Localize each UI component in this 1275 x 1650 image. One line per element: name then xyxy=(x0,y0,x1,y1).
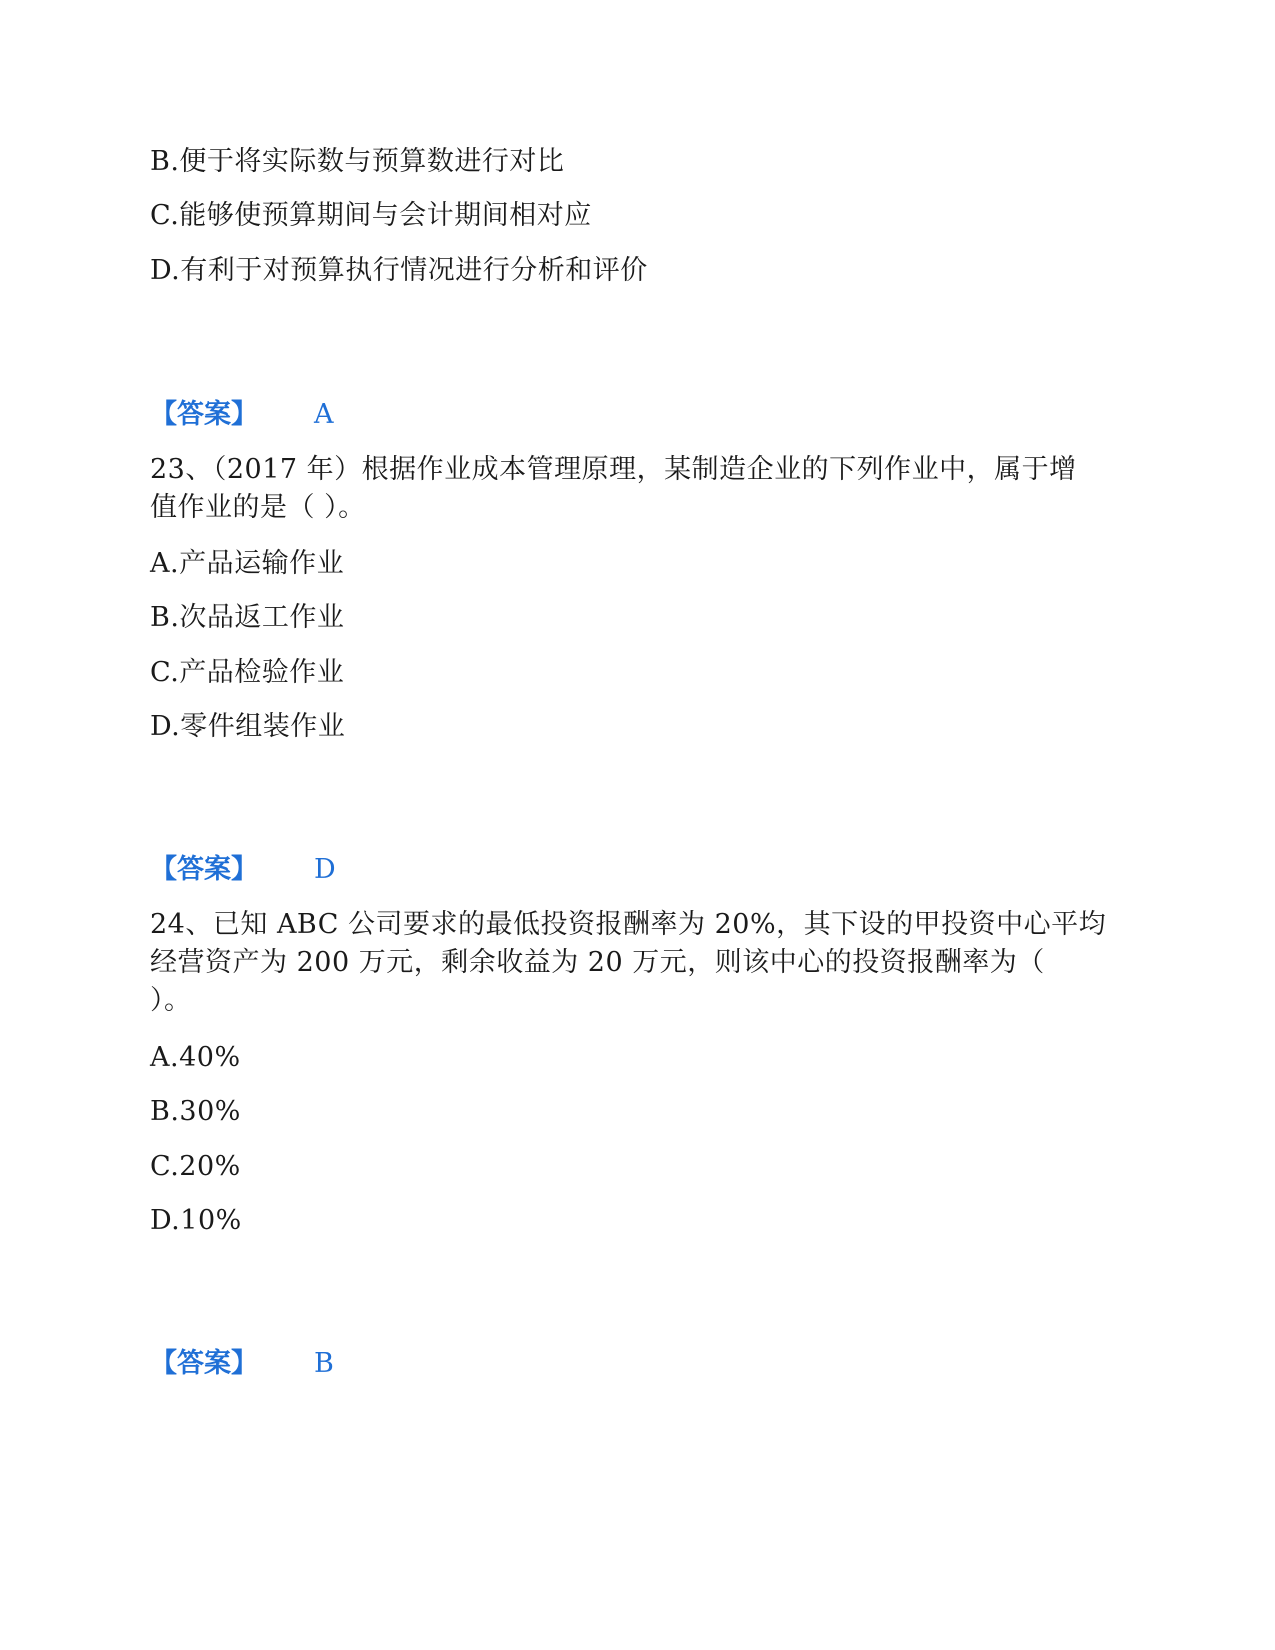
q23-option-d: D.零件组装作业 xyxy=(150,711,346,742)
q24-stem-line-2: 经营资产为 200 万元，剩余收益为 20 万元，则该中心的投资报酬率为（ xyxy=(150,947,1045,978)
q24-answer xyxy=(150,1345,334,1383)
q24-option-d: D.10% xyxy=(150,1205,242,1236)
q24-option-b: B.30% xyxy=(150,1096,241,1127)
answer-value: A xyxy=(314,399,334,430)
q23-stem-line-2: 值作业的是（ ）。 xyxy=(150,492,366,523)
answer-tag: 【答案】 xyxy=(150,854,258,885)
q24-option-a: A.40% xyxy=(150,1042,241,1073)
q24-stem-line-3: ）。 xyxy=(150,985,192,1016)
q22-answer xyxy=(150,396,334,434)
q24-stem-line-1: 24、已知 ABC 公司要求的最低投资报酬率为 20%，其下设的甲投资中心平均 xyxy=(150,909,1107,940)
q23-stem-line-1: 23、（2017 年）根据作业成本管理原理，某制造企业的下列作业中，属于增 xyxy=(150,454,1077,485)
q24-option-c: C.20% xyxy=(150,1151,241,1182)
q22-option-b: B.便于将实际数与预算数进行对比 xyxy=(150,146,565,177)
q22-option-d: D.有利于对预算执行情况进行分析和评价 xyxy=(150,255,648,286)
answer-value: D xyxy=(314,854,336,885)
q23-option-c: C.产品检验作业 xyxy=(150,657,345,688)
answer-value: B xyxy=(314,1348,334,1379)
q23-option-a: A.产品运输作业 xyxy=(150,548,345,579)
q23-option-b: B.次品返工作业 xyxy=(150,602,345,633)
answer-tag: 【答案】 xyxy=(150,1348,258,1379)
answer-tag: 【答案】 xyxy=(150,399,258,430)
q23-answer xyxy=(150,851,336,889)
q22-option-c: C.能够使预算期间与会计期间相对应 xyxy=(150,200,592,231)
